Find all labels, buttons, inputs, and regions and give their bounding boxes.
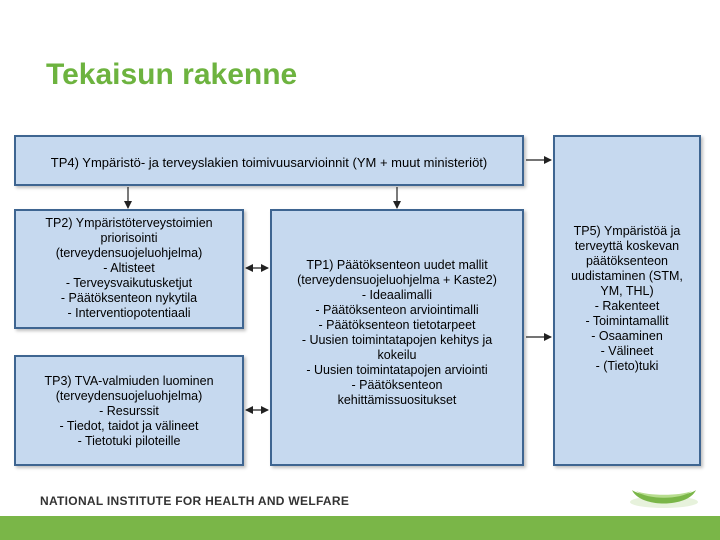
tp1-line: - Ideaalimalli	[361, 288, 433, 302]
tp2-line: - Päätöksenteon nykytila	[60, 291, 198, 305]
tp2-line: - Terveysvaikutusketjut	[65, 276, 193, 290]
tp5-line: - Välineet	[600, 344, 654, 358]
slide-title: Tekaisun rakenne	[46, 58, 298, 91]
tp5-line: YM, THL)	[600, 284, 654, 298]
tp5-line: terveyttä koskevan	[574, 239, 680, 253]
tp5-line: - Toimintamallit	[585, 314, 669, 328]
tp1-line: - Päätöksenteon	[351, 378, 443, 392]
tp4-line: TP4) Ympäristö- ja terveyslakien toimivuusarvioinnit (YM + muut ministeriöt)	[50, 155, 488, 170]
tp3-line: (terveydensuojeluohjelma)	[55, 389, 203, 403]
tp5-line: - Osaaminen	[591, 329, 663, 343]
tp1-line: - Uusien toimintatapojen kehitys ja	[301, 333, 493, 347]
tp1-line: kokeilu	[377, 348, 417, 362]
tp3-line: - Resurssit	[99, 404, 159, 418]
tp3-line: TP3) TVA-valmiuden luominen	[44, 374, 214, 388]
tp5-line: uudistaminen (STM,	[571, 269, 683, 283]
tp1-line: kehittämissuositukset	[337, 393, 457, 407]
tp5-line: TP5) Ympäristöä ja	[573, 224, 681, 238]
footer-bar	[0, 516, 720, 540]
tp2-line: TP2) Ympäristöterveystoimien	[45, 216, 213, 230]
tp1-line: - Uusien toimintatapojen arviointi	[306, 363, 488, 377]
tp3-line: - Tietotuki piloteille	[77, 434, 181, 448]
tp3-line: - Tiedot, taidot ja välineet	[59, 419, 199, 433]
tp2-line: - Interventiopotentiaali	[67, 306, 191, 320]
tp2-line: priorisointi	[100, 231, 158, 245]
tp1-line: - Päätöksenteon tietotarpeet	[318, 318, 476, 332]
leaf-logo-icon	[626, 482, 702, 512]
tp5-line: päätöksenteon	[585, 254, 668, 268]
tp1-line: - Päätöksenteon arviointimalli	[315, 303, 479, 317]
tp2-line: (terveydensuojeluohjelma)	[55, 246, 203, 260]
footer-organization: NATIONAL INSTITUTE FOR HEALTH AND WELFARE	[40, 494, 350, 508]
tp1-line: TP1) Päätöksenteon uudet mallit	[306, 258, 488, 272]
tp2-line: - Altisteet	[103, 261, 155, 275]
tp1-line: (terveydensuojeluohjelma + Kaste2)	[297, 273, 497, 287]
tp5-line: - (Tieto)tuki	[595, 359, 659, 373]
tp5-line: - Rakenteet	[594, 299, 660, 313]
